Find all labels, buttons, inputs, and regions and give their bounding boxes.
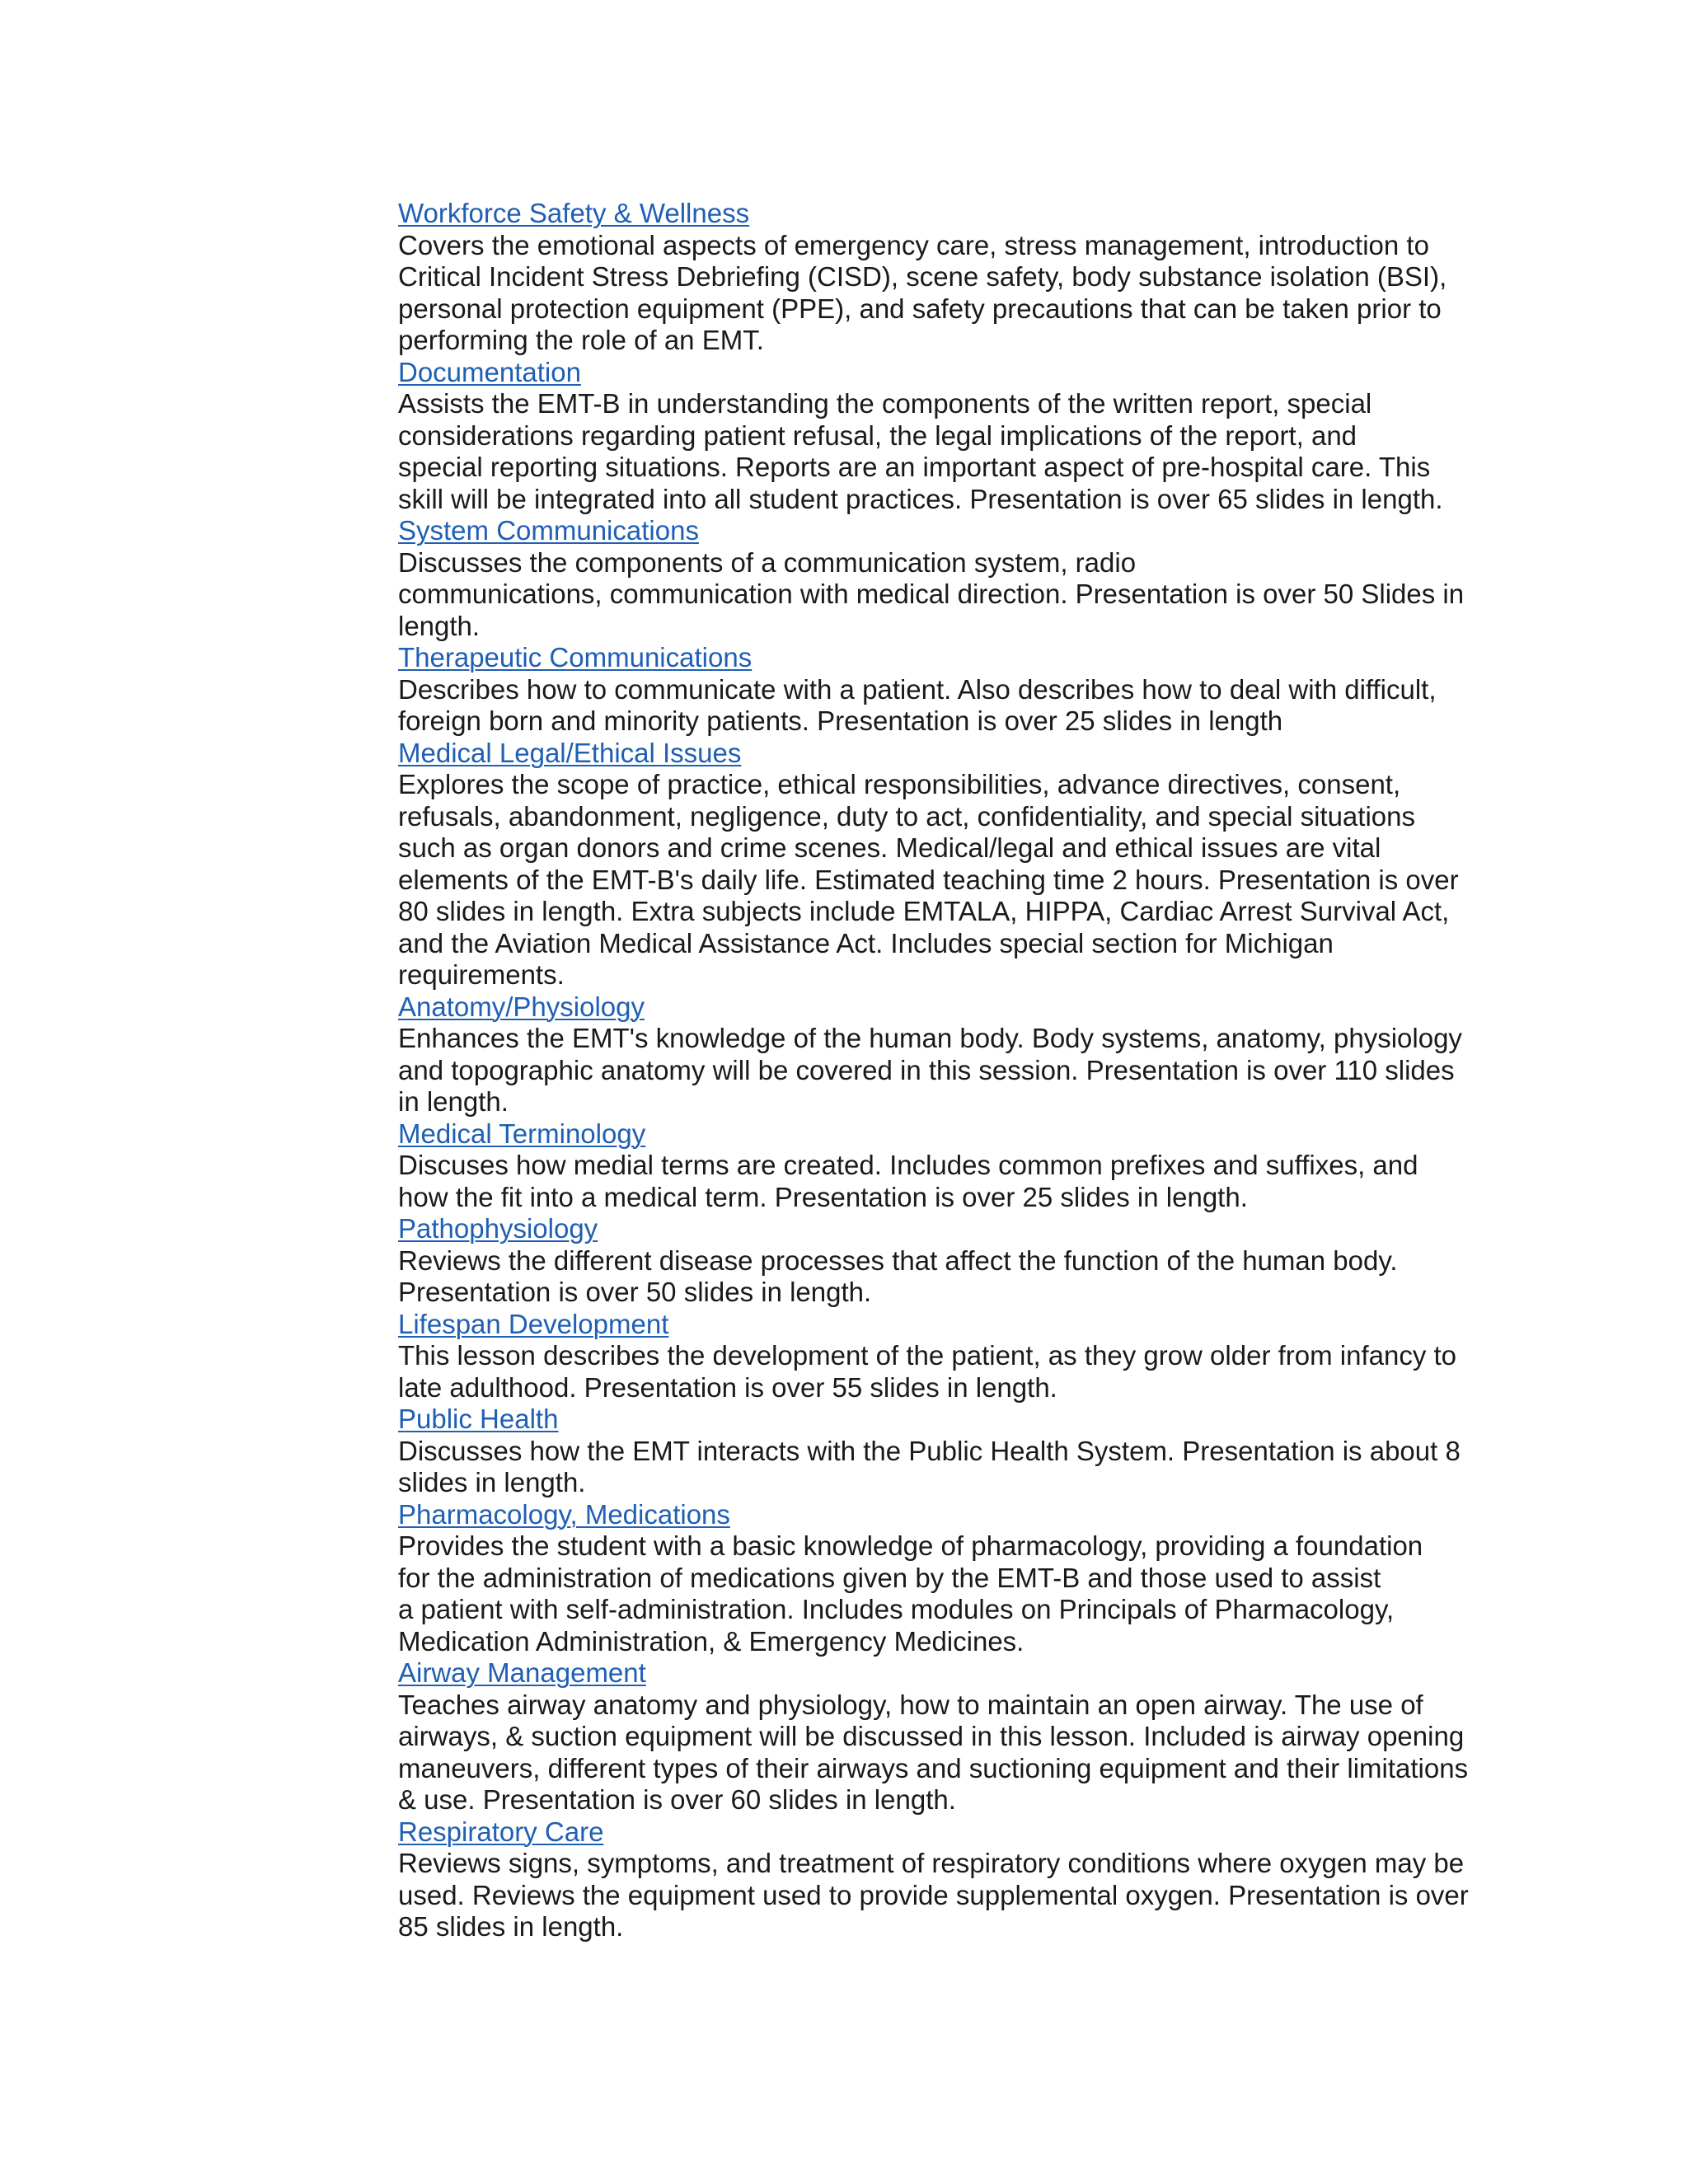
topic-description (398, 1245, 1486, 1309)
topic-section (398, 1213, 1486, 1309)
description-line: This lesson describes the development of the patient, as they grow older from infancy to (398, 1340, 1457, 1371)
description-line: Presentation is over 50 slides in length. (398, 1277, 872, 1307)
description-line: Covers the emotional aspects of emergency care, stress management, introduction to (398, 229, 1429, 260)
description-line: airways, & suction equipment will be discussed in this lesson. Included is airway opening (398, 1721, 1465, 1751)
description-line: Discusses the components of a communication system, radio (398, 546, 1137, 578)
description-line: Discusses how the EMT interacts with the Public Health System. Presentation is about 8 (398, 1435, 1461, 1466)
topic-link[interactable]: Respiratory Care (398, 1816, 604, 1847)
description-line: how the fit into a medical term. Presentation is over 25 slides in length. (398, 1181, 1248, 1212)
topic-link[interactable]: Airway Management (398, 1657, 646, 1688)
description-line: in length. (398, 1086, 509, 1117)
description-line: late adulthood. Presentation is over 55 slides in length. (398, 1371, 1057, 1403)
topic-link[interactable]: Therapeutic Communications (398, 642, 753, 673)
description-line: & use. Presentation is over 60 slides in length. (398, 1784, 956, 1815)
topic-link[interactable]: Medical Terminology (398, 1118, 646, 1149)
topic-description (398, 769, 1486, 991)
description-line: 80 slides in length. Extra subjects include EMTALA, HIPPA, Cardiac Arrest Survival Act, (398, 896, 1450, 926)
topic-section (398, 1118, 1486, 1214)
topic-description (398, 230, 1486, 357)
topic-link[interactable]: Lifespan Development (398, 1308, 669, 1339)
description-line: Discuses how medial terms are created. Includes common prefixes and suffixes, and (398, 1150, 1418, 1180)
description-line: special reporting situations. Reports are an important aspect of pre-hospital care. This (398, 452, 1431, 482)
topic-description (398, 1530, 1486, 1657)
topic-description (398, 547, 1486, 643)
description-line: 85 slides in length. (398, 1911, 624, 1942)
topic-section (398, 357, 1486, 516)
topic-description (398, 1436, 1486, 1499)
description-line: Critical Incident Stress Debriefing (CISD), scene safety, body substance isolation (BSI), (398, 261, 1447, 292)
description-line: foreign born and minority patients. Presentation is over 25 slides in length (398, 705, 1283, 736)
description-line: Medication Administration, & Emergency Medicines. (398, 1625, 1025, 1657)
description-line: and topographic anatomy will be covered in this session. Presentation is over 110 slides (398, 1054, 1455, 1085)
topic-description (398, 1150, 1486, 1213)
description-line: Explores the scope of practice, ethical responsibilities, advance directives, consent, (398, 769, 1401, 799)
topic-section (398, 642, 1486, 738)
topic-section (398, 1499, 1486, 1658)
description-line: considerations regarding patient refusal, the legal implications of the report, and (398, 419, 1357, 451)
topic-link[interactable]: Pharmacology, Medications (398, 1498, 730, 1530)
description-line: skill will be integrated into all student practices. Presentation is over 65 slides in length. (398, 483, 1443, 514)
description-line: such as organ donors and crime scenes. Medical/legal and ethical issues are vital (398, 832, 1381, 863)
description-line: Enhances the EMT's knowledge of the human body. Body systems, anatomy, physiology (398, 1023, 1462, 1053)
description-line: elements of the EMT-B's daily life. Estimated teaching time 2 hours. Presentation is over (398, 864, 1459, 895)
description-line: Assists the EMT-B in understanding the components of the written report, special (398, 388, 1372, 419)
topic-link[interactable]: Pathophysiology (398, 1213, 598, 1244)
topic-section (398, 1816, 1486, 1943)
description-line: used. Reviews the equipment used to provide supplemental oxygen. Presentation is over (398, 1879, 1469, 1910)
topic-section (398, 1309, 1486, 1404)
topic-description (398, 674, 1486, 738)
description-line: maneuvers, different types of their airways and suctioning equipment and their limitations (398, 1752, 1469, 1783)
topic-description (398, 1023, 1486, 1118)
description-line: performing the role of an EMT. (398, 325, 764, 355)
topic-section (398, 738, 1486, 991)
description-line: Describes how to communicate with a patient. Also describes how to deal with difficult, (398, 673, 1437, 705)
topic-link[interactable]: Workforce Safety & Wellness (398, 198, 750, 228)
topic-section (398, 1657, 1486, 1816)
description-line: refusals, abandonment, negligence, duty to act, confidentiality, and special situations (398, 800, 1415, 832)
topic-description (398, 1340, 1486, 1404)
topic-list (398, 198, 1486, 1943)
description-line: Teaches airway anatomy and physiology, how to maintain an open airway. The use of (398, 1689, 1423, 1720)
description-line: slides in length. (398, 1467, 586, 1497)
description-line: Reviews signs, symptoms, and treatment of respiratory conditions where oxygen may be (398, 1848, 1465, 1878)
description-line: and the Aviation Medical Assistance Act. Includes special section for Michigan (398, 927, 1334, 958)
description-line: Reviews the different disease processes that affect the function of the human body. (398, 1244, 1398, 1276)
description-line: length. (398, 610, 481, 641)
topic-link[interactable]: Anatomy/Physiology (398, 991, 645, 1022)
topic-section (398, 515, 1486, 642)
topic-section (398, 198, 1486, 357)
description-line: a patient with self-administration. Includes modules on Principals of Pharmacology, (398, 1594, 1395, 1624)
topic-description (398, 1848, 1486, 1943)
description-line: Provides the student with a basic knowledge of pharmacology, providing a foundation (398, 1530, 1423, 1561)
topic-link[interactable]: Public Health (398, 1404, 559, 1434)
topic-link[interactable]: Medical Legal/Ethical Issues (398, 737, 742, 768)
topic-link[interactable]: System Communications (398, 515, 699, 546)
topic-link[interactable]: Documentation (398, 356, 581, 387)
description-line: personal protection equipment (PPE), and safety precautions that can be taken prior to (398, 293, 1442, 324)
topic-description (398, 1690, 1486, 1816)
topic-description (398, 388, 1486, 515)
topic-section (398, 1404, 1486, 1499)
description-line: for the administration of medications given by the EMT-B and those used to assist (398, 1562, 1381, 1593)
topic-section (398, 991, 1486, 1118)
description-line: requirements. (398, 959, 565, 990)
description-line: communications, communication with medical direction. Presentation is over 50 Slides in (398, 579, 1465, 609)
